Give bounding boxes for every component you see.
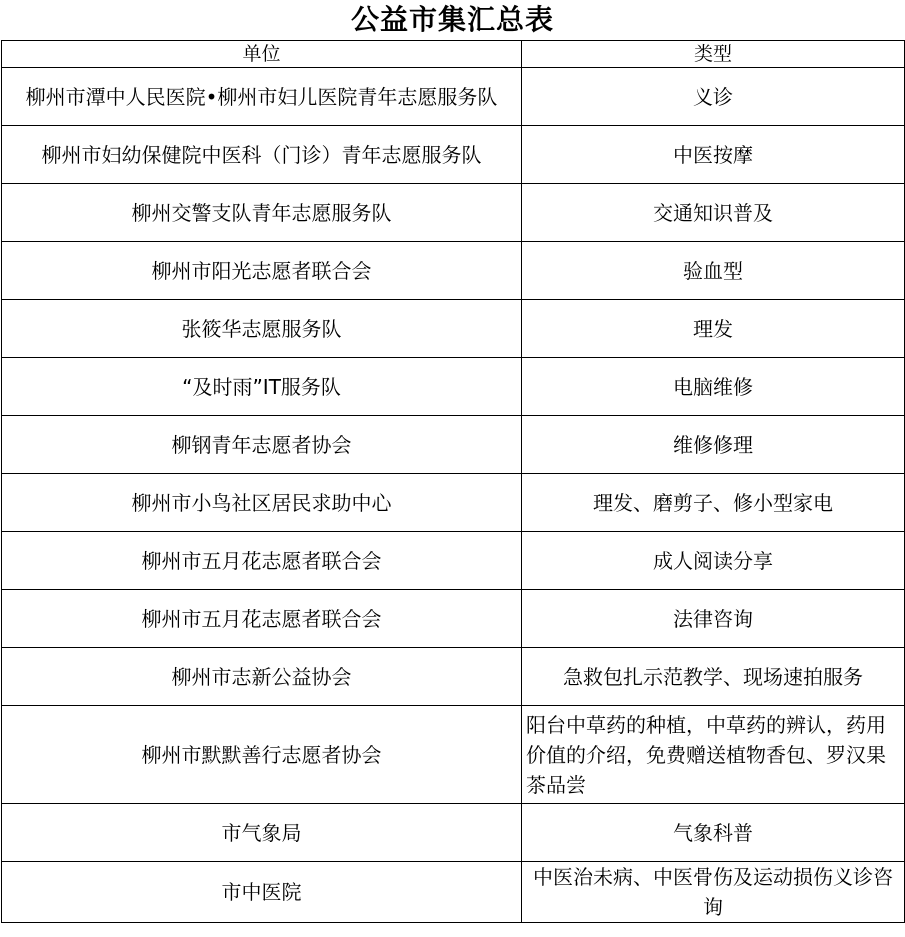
type-cell: 理发、磨剪子、修小型家电 [522, 474, 905, 532]
table-row [2, 590, 905, 648]
type-cell: 电脑维修 [522, 358, 905, 416]
table-row [2, 126, 905, 184]
type-cell: 中医治未病、中医骨伤及运动损伤义诊咨询 [522, 862, 905, 923]
table-header-row [2, 41, 905, 68]
column-header-unit: 单位 [2, 41, 522, 68]
unit-cell: 柳州交警支队青年志愿服务队 [2, 184, 522, 242]
table-row [2, 68, 905, 126]
unit-cell: 柳钢青年志愿者协会 [2, 416, 522, 474]
unit-cell: 柳州市阳光志愿者联合会 [2, 242, 522, 300]
table-row [2, 184, 905, 242]
table-row [2, 706, 905, 804]
type-cell: 阳台中草药的种植，中草药的辨认，药用价值的介绍，免费赠送植物香包、罗汉果茶品尝 [522, 706, 905, 804]
table-row [2, 804, 905, 862]
type-cell: 交通知识普及 [522, 184, 905, 242]
unit-cell: 柳州市小鸟社区居民求助中心 [2, 474, 522, 532]
unit-cell: 柳州市五月花志愿者联合会 [2, 590, 522, 648]
table-row [2, 416, 905, 474]
type-cell: 成人阅读分享 [522, 532, 905, 590]
table-row [2, 358, 905, 416]
unit-cell: 张筱华志愿服务队 [2, 300, 522, 358]
table-row [2, 648, 905, 706]
unit-cell: 柳州市潭中人民医院•柳州市妇儿医院青年志愿服务队 [2, 68, 522, 126]
table-row [2, 242, 905, 300]
table-row [2, 862, 905, 923]
unit-cell: 市中医院 [2, 862, 522, 923]
page-title: 公益市集汇总表 [350, 3, 554, 36]
type-cell: 中医按摩 [522, 126, 905, 184]
type-cell: 义诊 [522, 68, 905, 126]
unit-cell: 柳州市五月花志愿者联合会 [2, 532, 522, 590]
summary-table [1, 40, 905, 923]
unit-cell: 柳州市妇幼保健院中医科（门诊）青年志愿服务队 [2, 126, 522, 184]
unit-cell: 柳州市默默善行志愿者协会 [2, 706, 522, 804]
table-row [2, 300, 905, 358]
table-row [2, 474, 905, 532]
type-cell: 急救包扎示范教学、现场速拍服务 [522, 648, 905, 706]
type-cell: 理发 [522, 300, 905, 358]
unit-cell: “及时雨”IT服务队 [2, 358, 522, 416]
unit-cell: 市气象局 [2, 804, 522, 862]
column-header-type: 类型 [522, 41, 905, 68]
unit-cell: 柳州市志新公益协会 [2, 648, 522, 706]
type-cell: 验血型 [522, 242, 905, 300]
type-cell: 法律咨询 [522, 590, 905, 648]
type-cell: 维修修理 [522, 416, 905, 474]
table-row [2, 532, 905, 590]
type-cell: 气象科普 [522, 804, 905, 862]
